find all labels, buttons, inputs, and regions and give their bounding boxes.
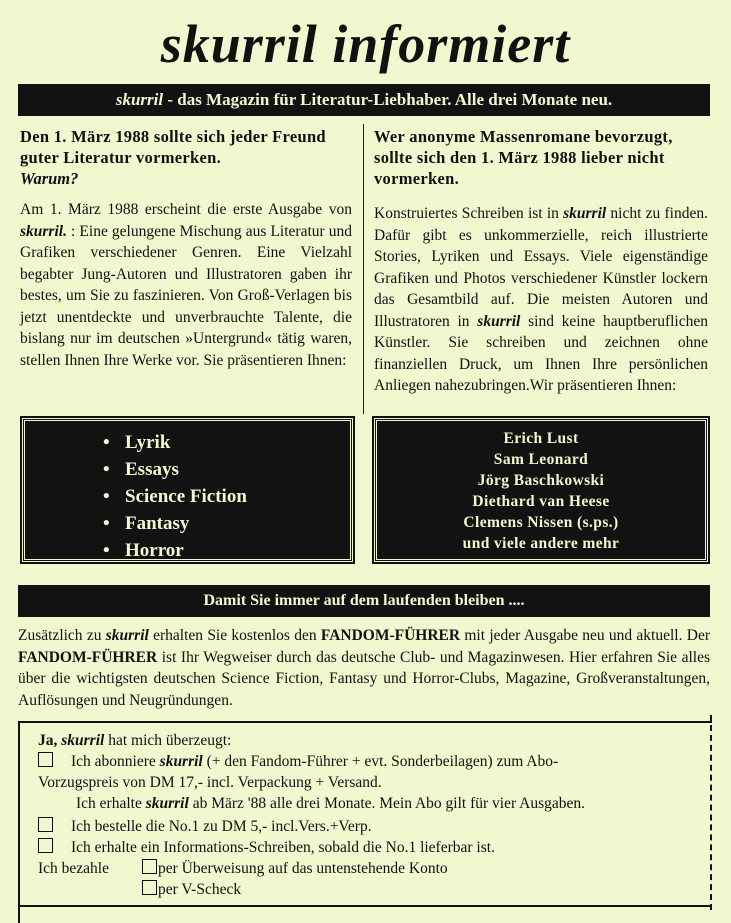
top-banner-brand: skurril	[115, 90, 164, 109]
opt1-line3-a: Ich erhalte	[76, 795, 146, 812]
opt1-b: (+ den Fandom-Führer + evt. Sonderbeilagen) zum Abo-	[202, 753, 559, 770]
info-letter-checkbox[interactable]	[38, 838, 53, 853]
genre-item	[103, 429, 350, 456]
pay-cheque-checkbox[interactable]	[142, 880, 157, 895]
left-heading: Den 1. März 1988 sollte sich jeder Freund guter Literatur vormerken.	[20, 127, 326, 167]
right-column	[374, 126, 708, 397]
top-banner	[18, 84, 710, 116]
right-body-brand-1: skurril	[563, 205, 607, 222]
opt2-label: Ich bestelle die No.1 zu DM 5,- incl.Vers.+Verp.	[71, 818, 372, 835]
opt1-line3-brand: skurril	[145, 795, 189, 812]
fandom-fuehrer-1: FANDOM-FÜHRER	[320, 627, 461, 644]
author-list	[377, 421, 705, 554]
opt1-line-2: Vorzugspreis von DM 17,- incl. Verpackung + Versand.	[38, 774, 382, 791]
genre-item	[103, 456, 350, 483]
right-body-b: nicht zu finden. Dafür gibt es unkommerzielle, reich illustrierte Stories, Lyriken und Essays. Viele eigenständige Grafiken und Photos verschiedener Künstler lockern das Gesamtbild auf. Die meisten Autoren und Illustratoren in	[374, 205, 708, 330]
opt1-line3-b: ab März '88 alle drei Monate. Mein Abo gilt für vier Ausgaben.	[188, 795, 586, 812]
genre-label: Fantasy	[125, 513, 190, 534]
pay-transfer-option	[142, 859, 448, 879]
intro-a: Ja,	[38, 732, 62, 749]
bullet-icon: •	[103, 459, 110, 480]
payment-label: Ich bezahle	[38, 860, 109, 877]
pay2-label: per V-Scheck	[158, 881, 242, 898]
bullet-icon: •	[103, 513, 110, 534]
author-name: Erich Lust	[503, 430, 579, 447]
genre-item	[103, 510, 350, 537]
pay-cheque-option	[142, 880, 241, 900]
order-issue-option	[38, 817, 372, 837]
author-name: Diethard van Heese	[472, 493, 610, 510]
top-banner-text: - das Magazin für Literatur-Liebhaber. Alle drei Monate neu.	[163, 90, 613, 109]
author-name: Clemens Nissen (s.ps.)	[463, 514, 619, 531]
page-title: skurril informiert	[160, 14, 571, 74]
opt1-a: Ich abonniere	[71, 753, 160, 770]
fandom-fuehrer-2: FANDOM-FÜHRER	[18, 648, 158, 666]
info-letter-option	[38, 838, 495, 858]
pay1-label: per Überweisung auf das untenstehende Konto	[158, 860, 448, 877]
order-intro	[38, 731, 231, 751]
info-paragraph	[18, 625, 710, 711]
genre-list	[25, 421, 350, 564]
right-heading: Wer anonyme Massenromane bevorzugt, sollte sich den 1. März 1988 lieber nicht vormerken.	[374, 127, 673, 188]
genre-label: Essays	[125, 459, 179, 480]
left-column	[20, 126, 352, 371]
genre-label: Lyrik	[125, 432, 171, 453]
right-body-c: sind keine hauptberuflichen Künstler. Sie schreiben und zeichnen ohne finanziellen Druck, um Ihnen Ihre persönlichen Anliegen nahezubringen.Wir präsentieren Ihnen:	[374, 312, 708, 394]
left-question: Warum?	[20, 169, 79, 188]
subscribe-option	[38, 752, 558, 772]
form-bottom-rule	[18, 905, 710, 907]
info-text-1: Zusätzlich zu	[18, 627, 106, 644]
author-name: Jörg Baschkowski	[477, 472, 605, 489]
left-body-end: : Eine gelungene Mischung aus Literatur und Grafiken verschiedener Genren. Eine Vielzahl begabter Jung-Autoren und Illustratoren gaben ihr bestes, um Sie zu faszinieren. Von Groß-Verlagen bis jetzt unentdeckte und unverbrauchte Talente, die bislang nur im deutschen »Untergrund« tätig waren, stellen Ihnen Ihre Werke vor. Sie präsentieren Ihnen:	[20, 222, 352, 369]
opt3-label: Ich erhalte ein Informations-Schreiben, sobald die No.1 lieferbar ist.	[71, 839, 495, 856]
right-body	[374, 203, 708, 397]
opt1-line-3	[76, 794, 585, 814]
genre-box	[22, 418, 353, 562]
info-text-4: ist Ihr Wegweiser durch das deutsche Club- und Magazinwesen. Hier erfahren Sie alles über die wichtigsten deutschen Science Fiction, Fantasy und Horror-Clubs, Magazine, Großveranstaltungen, Auflösungen und Neugründungen.	[18, 648, 710, 709]
intro-brand: skurril	[61, 732, 105, 749]
cut-line	[710, 715, 722, 910]
bullet-icon: •	[103, 432, 110, 453]
right-body-brand-2: skurril	[477, 312, 521, 330]
opt1-brand: skurril	[159, 753, 203, 770]
genre-item	[103, 537, 350, 564]
info-text-2: erhalten Sie kostenlos den	[148, 627, 321, 644]
right-body-a: Konstruiertes Schreiben ist in	[374, 205, 564, 222]
mid-banner: Damit Sie immer auf dem laufenden bleiben ....	[18, 585, 710, 617]
info-brand: skurril	[105, 627, 149, 644]
genre-label: Science Fiction	[125, 486, 247, 507]
left-body	[20, 199, 352, 371]
pay-transfer-checkbox[interactable]	[142, 859, 157, 874]
intro-b: hat mich überzeugt:	[104, 732, 232, 749]
bullet-icon: •	[103, 486, 110, 507]
author-name: und viele andere mehr	[462, 535, 620, 552]
column-divider	[363, 124, 364, 414]
genre-item	[103, 483, 350, 510]
author-name: Sam Leonard	[493, 451, 589, 468]
order-issue-checkbox[interactable]	[38, 817, 53, 832]
info-text-3: mit jeder Ausgabe neu und aktuell. Der	[460, 627, 710, 644]
subscribe-checkbox[interactable]	[38, 752, 53, 767]
left-body-start: Am 1. März 1988 erscheint die erste Ausgabe von	[20, 201, 352, 218]
authors-box	[374, 418, 708, 562]
bullet-icon: •	[103, 540, 110, 561]
genre-label: Horror	[125, 540, 184, 561]
left-body-brand: skurril.	[20, 222, 67, 240]
